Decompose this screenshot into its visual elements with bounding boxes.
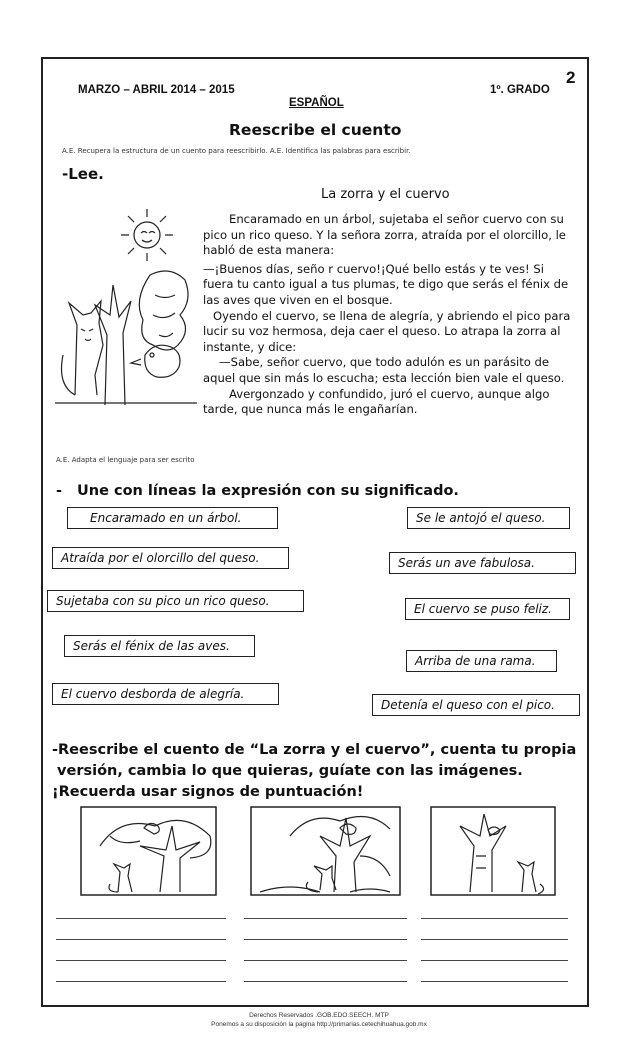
story-paragraph: Avergonzado y confundido, juró el cuervo, aunque algo tarde, que nunca más le engañarían. bbox=[203, 386, 550, 417]
header-subject: ESPAÑOL bbox=[289, 97, 344, 109]
footer-url: Ponemos a su disposición la página http://primarias.cetechihuahua.gob.mx bbox=[211, 1021, 427, 1028]
sequence-image-1 bbox=[80, 806, 217, 896]
writing-line[interactable] bbox=[56, 918, 226, 919]
tree-icon bbox=[95, 271, 188, 405]
writing-line[interactable] bbox=[421, 918, 568, 919]
story-paragraph: —¡Buenos días, seño r cuervo!¡Qué bello estás y te ves! Si fuera tu canto igual a tus plumas, te digo que serás el fénix de las aves que viven en el bosque. bbox=[203, 261, 569, 307]
rewrite-instruction-line2: versión, cambia lo que quieras, guíate con las imágenes. bbox=[52, 763, 523, 779]
fox-icon bbox=[62, 301, 104, 395]
writing-line[interactable] bbox=[244, 918, 407, 919]
writing-line[interactable] bbox=[244, 960, 407, 961]
tree-icon bbox=[460, 814, 506, 892]
page-number: 2 bbox=[566, 68, 576, 87]
page-title: Reescribe el cuento bbox=[229, 121, 402, 139]
meaning-box[interactable]: Detenía el queso con el pico. bbox=[372, 694, 580, 716]
meaning-box[interactable]: Serás un ave fabulosa. bbox=[389, 552, 576, 574]
meaning-box[interactable]: El cuervo se puso feliz. bbox=[405, 598, 570, 620]
sequence-image-2 bbox=[250, 806, 401, 896]
header-grade: 1º. GRADO bbox=[490, 84, 550, 96]
writing-line[interactable] bbox=[421, 939, 568, 940]
crow-icon bbox=[131, 345, 180, 377]
writing-line[interactable] bbox=[56, 939, 226, 940]
writing-line[interactable] bbox=[56, 981, 226, 982]
tree-icon bbox=[100, 820, 211, 892]
matching-instruction: Une con líneas la expresión con su significado. bbox=[77, 483, 459, 499]
writing-line[interactable] bbox=[421, 960, 568, 961]
writing-line[interactable] bbox=[244, 939, 407, 940]
lee-heading: -Lee. bbox=[62, 165, 104, 183]
sequence-image-3 bbox=[430, 806, 556, 896]
ae-adapt: A.E. Adapta el lenguaje para ser escrito bbox=[56, 456, 195, 464]
expression-box[interactable]: El cuervo desborda de alegría. bbox=[52, 683, 279, 705]
story-paragraph: —Sabe, señor cuervo, que todo adulón es un parásito de aquel que sin más lo escucha; esta lección bien vale el queso. bbox=[203, 355, 565, 385]
fox-icon bbox=[518, 862, 544, 894]
story-text bbox=[203, 212, 575, 418]
expression-box[interactable]: Atraída por el olorcillo del queso. bbox=[52, 547, 289, 569]
ae-intro: A.E. Recupera la estructura de un cuento para reescribirlo. A.E. Identifica las palabras para escribir. bbox=[62, 147, 411, 155]
header-period: MARZO – ABRIL 2014 – 2015 bbox=[78, 84, 235, 96]
meaning-box[interactable]: Arriba de una rama. bbox=[406, 650, 557, 672]
matching-dash: - bbox=[56, 483, 63, 499]
rewrite-instruction-line3: ¡Recuerda usar signos de puntuación! bbox=[52, 784, 364, 800]
fox-icon bbox=[109, 864, 132, 892]
writing-line[interactable] bbox=[421, 981, 568, 982]
story-paragraph: Encaramado en un árbol, sujetaba el señor cuervo con su pico un rico queso. Y la señora zorra, atraída por el olorcillo, le habló de esta manera: bbox=[203, 212, 566, 258]
fox-crow-illustration bbox=[55, 205, 197, 405]
meaning-box[interactable]: Se le antojó el queso. bbox=[407, 507, 570, 529]
story-title: La zorra y el cuervo bbox=[321, 187, 450, 202]
fox-icon bbox=[306, 866, 336, 892]
writing-line[interactable] bbox=[56, 960, 226, 961]
story-paragraph: Oyendo el cuervo, se llena de alegría, y abriendo el pico para lucir su voz hermosa, deja caer el queso. Lo atrapa la zorra al instante, y dice: bbox=[203, 308, 571, 354]
rewrite-instruction-line1: -Reescribe el cuento de “La zorra y el cuervo”, cuenta tu propia bbox=[52, 742, 577, 758]
expression-box[interactable]: Encaramado en un árbol. bbox=[67, 507, 278, 529]
expression-box[interactable]: Sujetaba con su pico un rico queso. bbox=[47, 590, 304, 612]
sun-icon bbox=[121, 209, 173, 261]
expression-box[interactable]: Serás el fénix de las aves. bbox=[64, 635, 255, 657]
footer-rights: Derechos Reservados .GOB.EDO.SEECH. MTP bbox=[249, 1012, 389, 1019]
writing-line[interactable] bbox=[244, 981, 407, 982]
